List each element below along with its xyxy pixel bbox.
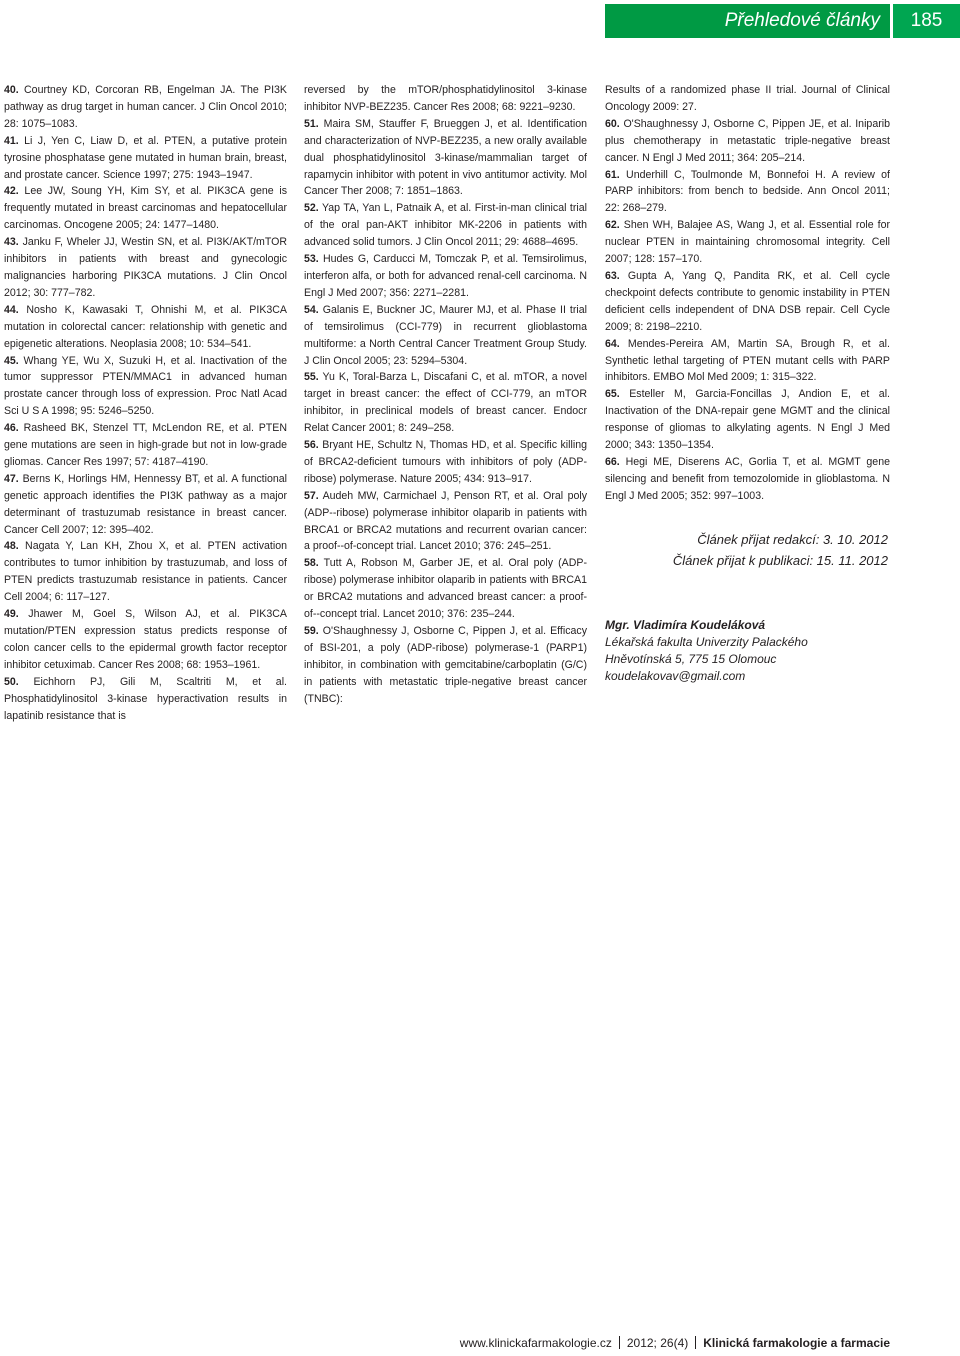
reference-text: Yu K, Toral-Barza L, Discafani C, et al. mTOR, a novel target in breast cancer: the effect of CCI-779, an mTOR inhibitor, in preclinical models of breast cancer. Endocr Relat Cancer 2001; 8: 249–258. [304,371,587,435]
reference-item [4,353,287,421]
reference-text: Rasheed BK, Stenzel TT, McLendon RE, et al. PTEN gene mutations are seen in high-grade but not in low-grade gliomas. Cancer Res 1997; 57: 4187–4190. [4,422,287,468]
reference-item [304,623,587,708]
reference-text: Maira SM, Stauffer F, Brueggen J, et al. Identification and characterization of NVP-BEZ235, a new orally available dual phosphatidylinositol 3-kinase/mammalian target of rapamycin inhibitor with potent in vivo antitumor activity. Mol Cancer Ther 2008; 7: 1851–1863. [304,117,587,198]
reference-text: Jhawer M, Goel S, Wilson AJ, et al. PIK3CA mutation/PTEN expression status predicts response of colon cancer cells to the epidermal growth factor receptor inhibitor cetuximab. Cancer Res 2008; 68: 1953–1961. [4,608,287,671]
reference-text: Nagata Y, Lan KH, Zhou X, et al. PTEN activation contributes to tumor inhibition by trastuzumab, and loss of PTEN predicts trastuzumab resistance in patients. Cancer Cell 2004; 6: 117–127. [4,540,287,604]
footer-issue: 2012; 26(4) [626,1336,689,1350]
author-block [605,617,890,685]
reference-number: 65. [605,388,620,401]
reference-number: 44. [4,303,19,316]
reference-text: Hudes G, Carducci M, Tomczak P, et al. Temsirolimus, interferon alfa, or both for advanced renal-cell carcinoma. N Engl J Med 2007; 356: 2271–2281. [304,253,587,299]
reference-number: 56. [304,439,319,452]
reference-item [304,555,587,623]
reference-number: 64. [605,337,620,350]
reference-item [605,454,890,505]
reference-text: Whang YE, Wu X, Suzuki H, et al. Inactivation of the tumor suppressor PTEN/MMAC1 in advanced human prostate cancer through loss of expression. Proc Natl Acad Sci U S A 1998; 95: 5246–5250. [4,354,287,418]
reference-text: Lee JW, Soung YH, Kim SY, et al. PIK3CA gene is frequently mutated in breast carcinomas and hepatocellular carcinomas. Oncogene 2005; 24: 1477–1480. [4,185,287,232]
section-title: Přehledové články [605,4,890,38]
article-dates [660,529,888,571]
page-number: 185 [893,4,960,38]
reference-item [605,217,890,268]
accepted-date: Článek přijat k publikaci: 15. 11. 2012 [672,553,888,568]
reference-number: 63. [605,269,620,282]
reference-item [605,336,890,387]
references-column-1 [4,82,287,724]
reference-number: 61. [605,168,620,181]
reference-text: Hegi ME, Diserens AC, Gorlia T, et al. MGMT gene silencing and benefit from temozolomide in glioblastoma. N Engl J Med 2005; 352: 997–1003. [605,455,890,502]
reference-item [4,420,287,471]
reference-item [605,167,890,218]
footer-website[interactable]: www.klinickafarmakologie.cz [459,1336,612,1350]
author-name: Mgr. Vladimíra Koudeláková [605,618,766,632]
reference-number: 59. [304,625,319,637]
reference-text: Courtney KD, Corcoran RB, Engelman JA. The PI3K pathway as drug target in human cancer. J Clin Oncol 2010; 28: 1075–1083. [4,84,287,130]
reference-text: Galanis E, Buckner JC, Maurer MJ, et al. Phase II trial of temsirolimus (CCI-779) in recurrent glioblastoma multiforme: a North Central Cancer Treatment Group Study. J Clin Oncol 2005; 23: 5294–5304. [304,303,587,367]
received-date: Článek přijat redakcí: 3. 10. 2012 [697,532,888,547]
reference-item [304,302,587,370]
reference-item [304,369,587,437]
reference-number: 45. [4,354,19,367]
reference-item [4,674,287,725]
reference-number: 62. [605,219,620,232]
reference-number: 47. [4,472,19,485]
reference-text: Eichhorn PJ, Gili M, Scaltriti M, et al. Phosphatidylinositol 3-kinase hyperactivation results in lapatinib resistance that is [4,675,287,722]
footer-journal: Klinická farmakologie a farmacie [703,1336,890,1350]
reference-item [4,606,287,674]
reference-text: Li J, Yen C, Liaw D, et al. PTEN, a putative protein tyrosine phosphatase gene mutated in human brain, breast, and prostate cancer. Science 1997; 275: 1943–1947. [4,134,287,181]
reference-number: 42. [4,185,19,198]
reference-text: O'Shaughnessy J, Osborne C, Pippen J, et al. Efficacy of BSI-201, a poly (ADP-ribose) polymerase-1 (PARP1) inhibitor, in combination with gemcitabine/carboplatin (G/C) in patients with metastatic triple-negative breast cancer (TNBC): [304,625,587,705]
reference-text: Gupta A, Yang Q, Pandita RK, et al. Cell cycle checkpoint defects contribute to genomic instability in PTEN deficient cells independent of DNA DSB repair. Cell Cycle 2009; 8: 2198–2210. [605,269,890,333]
reference-text: Underhill C, Toulmonde M, Bonnefoi H. A review of PARP inhibitors: from bench to bedside. Ann Oncol 2011; 22: 268–279. [605,168,891,215]
author-address: Hněvotínská 5, 775 15 Olomouc [605,652,777,666]
reference-text: Tutt A, Robson M, Garber JE, et al. Oral poly (ADP-ribose) polymerase inhibitor olaparib in patients with BRCA1 or BRCA2 mutations and advanced breast cancer: a proof-of--concept trial. Lancet 2010; 376: 235–244. [304,557,587,621]
references-column-2 [304,82,587,708]
reference-number: 46. [4,422,19,435]
reference-text: Audeh MW, Carmichael J, Penson RT, et al. Oral poly (ADP--ribose) polymerase inhibitor olaparib in patients with BRCA1 or BRCA2 mutations and recurrent ovarian cancer: a proof--of-concept trial. Lancet 2010; 376: 245–251. [304,489,587,553]
reference-text: Nosho K, Kawasaki T, Ohnishi M, et al. PIK3CA mutation in colorectal cancer: relationship with genetic and epigenetic alterations. Neoplasia 2008; 10: 534–541. [4,303,287,350]
reference-number: 60. [605,117,620,130]
reference-number: 40. [4,84,19,96]
footer-divider [695,1336,696,1349]
reference-text: Mendes-Pereira AM, Martin SA, Brough R, et al. Synthetic lethal targeting of PTEN mutant cells with PARP inhibitors. EMBO Mol Med 2009; 1: 315–322. [605,337,890,384]
reference-text: Shen WH, Balajee AS, Wang J, et al. Essential role for nuclear PTEN in maintaining chromosomal integrity. Cell 2007; 128: 157–170. [605,219,891,266]
references-column-3 [605,82,890,505]
footer-divider [619,1336,620,1349]
page-footer [404,1336,890,1350]
author-affiliation: Lékařská fakulta Univerzity Palackého [605,635,808,649]
author-email[interactable]: koudelakovav@gmail.com [605,669,746,683]
reference-number: 49. [4,608,19,621]
reference-item [605,268,890,336]
reference-text: O'Shaughnessy J, Osborne C, Pippen JE, et al. Iniparib plus chemotherapy in metastatic triple-negative breast cancer. N Engl J Med 2011; 364: 205–214. [605,117,890,164]
reference-item [4,234,287,302]
reference-text: reversed by the mTOR/phosphatidylinositol 3-kinase inhibitor NVP-BEZ235. Cancer Res 2008; 68: 9221–9230. [304,84,587,113]
reference-number: 51. [304,117,319,130]
reference-text: Yap TA, Yan L, Patnaik A, et al. First-in-man clinical trial of the oral pan-AKT inhibitor MK-2206 in patients with advanced solid tumors. J Clin Oncol 2011; 29: 4688–4695. [304,202,587,249]
reference-text: Janku F, Wheler JJ, Westin SN, et al. PI3K/AKT/mTOR inhibitors in patients with breast and gynecologic malignancies harboring PIK3CA mutations. J Clin Oncol 2012; 30: 777–782. [4,236,288,299]
reference-text: Results of a randomized phase II trial. Journal of Clinical Oncology 2009: 27. [605,84,890,113]
reference-text: Bryant HE, Schultz N, Thomas HD, et al. Specific killing of BRCA2-deficient tumours with inhibitors of poly (ADP-ribose) polymerase. Nature 2005; 434: 913–917. [304,439,587,485]
reference-item [605,82,890,116]
reference-item [304,116,587,201]
reference-text: Berns K, Horlings HM, Hennessy BT, et al. A functional genetic approach identifies the PI3K pathway as a major determinant of trastuzumab resistance in breast cancer. Cancer Cell 2007; 12: 395–402. [4,472,287,536]
reference-item [4,538,287,606]
reference-number: 53. [304,253,319,266]
reference-number: 66. [605,455,620,468]
reference-number: 52. [304,202,319,215]
reference-item [4,183,287,234]
reference-number: 55. [304,371,319,384]
reference-item [4,133,287,184]
reference-text: Esteller M, Garcia-Foncillas J, Andion E, et al. Inactivation of the DNA-repair gene MGMT and the clinical response of gliomas to alkylating agents. N Engl J Med 2000; 343: 1350–1354. [605,388,890,452]
reference-number: 54. [304,303,319,316]
reference-item [304,437,587,488]
reference-number: 48. [4,540,19,553]
reference-item [605,386,890,454]
reference-item [304,488,587,556]
reference-item [304,251,587,302]
reference-number: 43. [4,236,19,249]
reference-number: 41. [4,134,19,147]
reference-number: 57. [304,489,319,502]
reference-item [304,82,587,116]
reference-number: 58. [304,557,319,570]
reference-item [4,471,287,539]
reference-item [4,302,287,353]
reference-item [605,116,890,167]
reference-number: 50. [4,675,19,688]
reference-item [4,82,287,133]
reference-item [304,200,587,251]
